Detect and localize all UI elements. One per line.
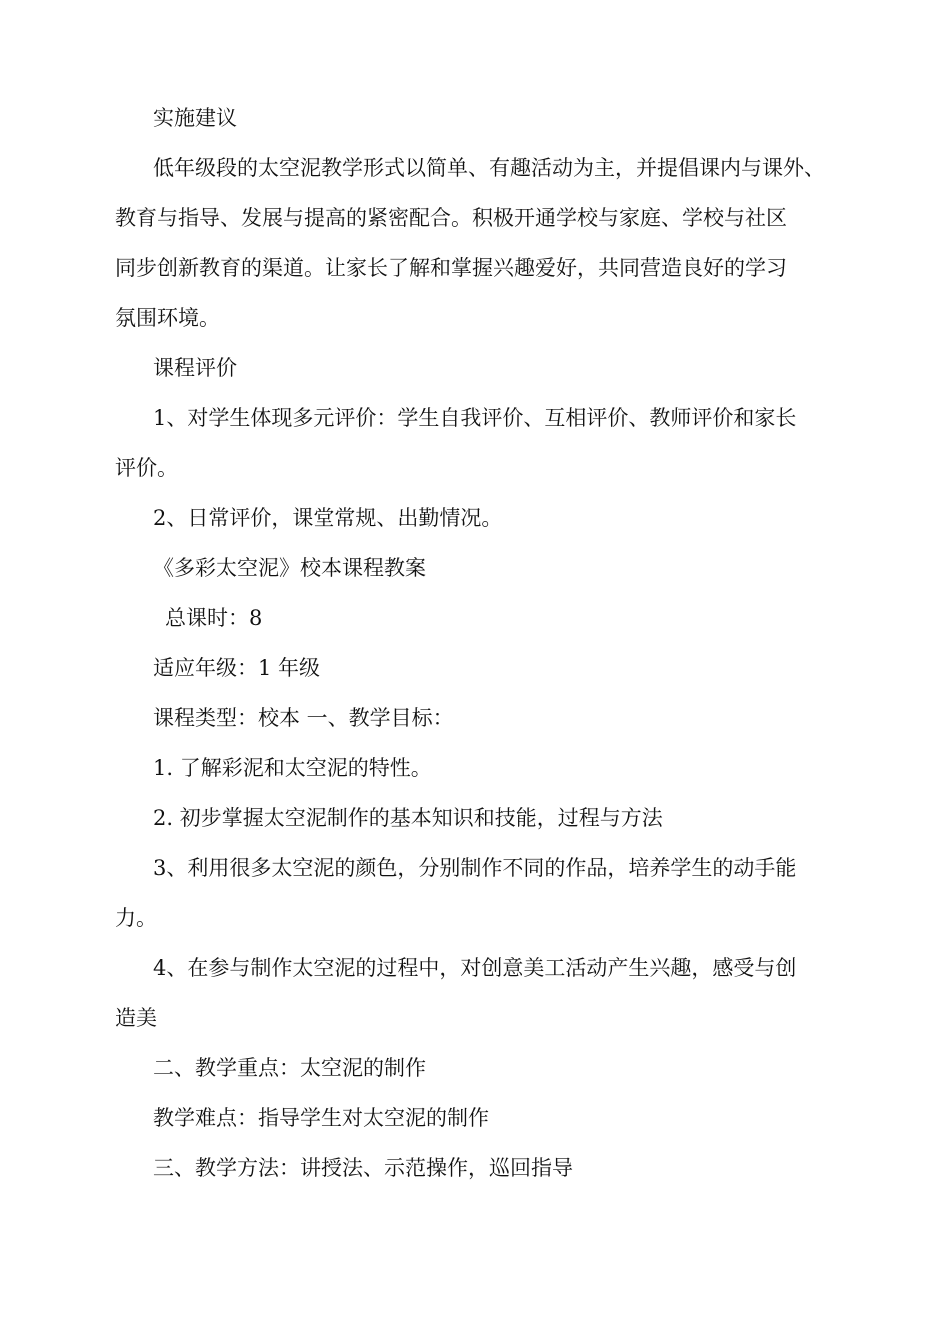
total-hours: 总课时：8 [165,606,263,630]
paragraph-line: 低年级段的太空泥教学形式以简单、有趣活动为主，并提倡课内与课外、 [153,156,825,180]
paragraph-line: 力。 [115,906,157,930]
objective-item: 4、在参与制作太空泥的过程中，对创意美工活动产生兴趣，感受与创 [153,956,797,980]
heading-implementation: 实施建议 [153,106,237,130]
teaching-method: 三、教学方法：讲授法、示范操作，巡回指导 [153,1156,573,1180]
paragraph-line: 氛围环境。 [115,306,220,330]
grade-level: 适应年级：1 年级 [153,656,321,680]
paragraph-line: 评价。 [115,456,178,480]
paragraph-line: 教育与指导、发展与提高的紧密配合。积极开通学校与家庭、学校与社区 [115,206,787,230]
heading-evaluation: 课程评价 [153,356,237,380]
lesson-plan-title: 《多彩太空泥》校本课程教案 [153,556,426,580]
paragraph-line: 1、对学生体现多元评价：学生自我评价、互相评价、教师评价和家长 [153,406,797,430]
paragraph-line: 2、日常评价，课堂常规、出勤情况。 [153,506,503,530]
teaching-difficulty: 教学难点：指导学生对太空泥的制作 [153,1106,489,1130]
objective-item: 2. 初步掌握太空泥制作的基本知识和技能，过程与方法 [153,806,663,830]
objective-item: 3、利用很多太空泥的颜色，分别制作不同的作品，培养学生的动手能 [153,856,797,880]
teaching-focus: 二、教学重点：太空泥的制作 [153,1056,426,1080]
objective-item: 1. 了解彩泥和太空泥的特性。 [153,756,432,780]
paragraph-line: 同步创新教育的渠道。让家长了解和掌握兴趣爱好，共同营造良好的学习 [115,256,787,280]
paragraph-line: 造美 [115,1006,157,1030]
course-type: 课程类型：校本 一、教学目标： [153,706,454,730]
